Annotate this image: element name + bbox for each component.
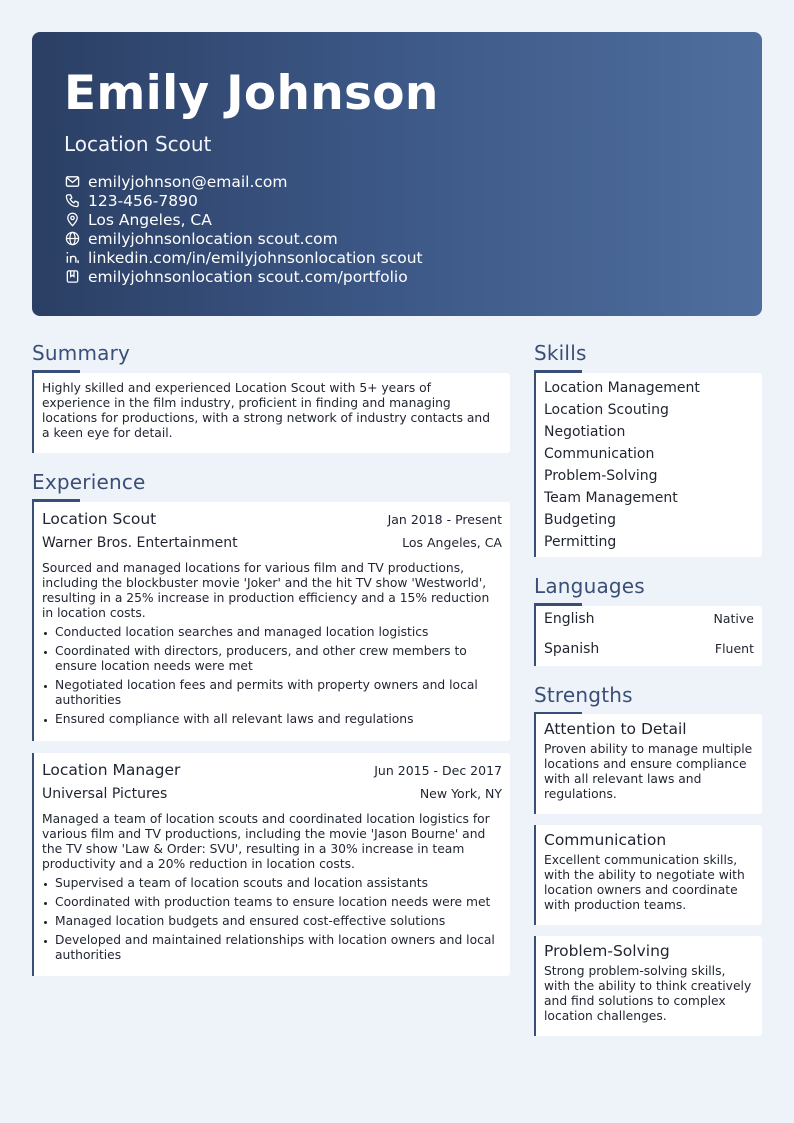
language-level: Native bbox=[713, 611, 754, 626]
contact-email-text: emilyjohnson@email.com bbox=[88, 172, 288, 191]
experience-entry bbox=[32, 753, 510, 976]
contact-linkedin[interactable] bbox=[64, 248, 730, 267]
job-company: Warner Bros. Entertainment bbox=[42, 535, 238, 551]
experience-entry bbox=[32, 502, 510, 741]
job-bullet: Conducted location searches and managed location logistics bbox=[42, 625, 502, 640]
skill-item: Team Management bbox=[544, 490, 678, 506]
experience-heading: Experience bbox=[32, 470, 146, 494]
portfolio-icon bbox=[64, 269, 80, 285]
skills-heading: Skills bbox=[534, 341, 587, 365]
summary-text: Highly skilled and experienced Location Scout with 5+ years of experience in the film industry, proficient in finding and managing locations for productions, with a strong network of industry contacts and a keen eye for detail. bbox=[42, 381, 491, 440]
strength-title: Attention to Detail bbox=[544, 720, 687, 738]
job-bullet-list bbox=[42, 625, 502, 727]
strength-text: Strong problem-solving skills, with the ability to think creatively and find solutions to complex location challenges. bbox=[544, 964, 752, 1023]
strength-card bbox=[534, 936, 762, 1036]
language-name: Spanish bbox=[544, 641, 600, 657]
job-bullet: Coordinated with production teams to ensure location needs were met bbox=[42, 895, 502, 910]
contact-phone-text: 123-456-7890 bbox=[88, 191, 198, 210]
email-icon bbox=[64, 174, 80, 190]
languages-card bbox=[534, 606, 762, 666]
contact-location-text: Los Angeles, CA bbox=[88, 210, 212, 229]
job-location: Los Angeles, CA bbox=[402, 535, 502, 550]
skills-card bbox=[534, 373, 762, 557]
skill-item: Negotiation bbox=[544, 424, 626, 440]
contact-website[interactable] bbox=[64, 229, 730, 248]
job-bullet: Managed location budgets and ensured cost-effective solutions bbox=[42, 914, 502, 929]
contact-location bbox=[64, 210, 730, 229]
job-bullet: Supervised a team of location scouts and location assistants bbox=[42, 876, 502, 891]
strength-title: Problem-Solving bbox=[544, 942, 670, 960]
job-bullet: Developed and maintained relationships with location owners and local authorities bbox=[42, 933, 502, 963]
contact-portfolio[interactable] bbox=[64, 267, 730, 286]
skill-item: Location Management bbox=[544, 380, 700, 396]
skill-item: Budgeting bbox=[544, 512, 617, 528]
strength-card bbox=[534, 825, 762, 925]
skill-item: Problem-Solving bbox=[544, 468, 658, 484]
languages-heading: Languages bbox=[534, 574, 645, 598]
summary-card bbox=[32, 373, 510, 453]
job-role: Location Manager bbox=[42, 761, 181, 779]
job-description: Sourced and managed locations for various film and TV productions, including the blockbuster movie 'Joker' and the hit TV show 'Westworld', resulting in a 25% increase in production efficiency and a 15% reduction in location costs. bbox=[42, 561, 490, 620]
job-dates: Jun 2015 - Dec 2017 bbox=[374, 763, 502, 778]
job-dates: Jan 2018 - Present bbox=[387, 512, 502, 527]
contact-list bbox=[64, 172, 730, 286]
strengths-heading: Strengths bbox=[534, 683, 633, 707]
contact-phone[interactable] bbox=[64, 191, 730, 210]
job-role: Location Scout bbox=[42, 510, 157, 528]
job-bullet: Coordinated with directors, producers, and other crew members to ensure location needs were met bbox=[42, 644, 502, 674]
resume-header bbox=[32, 32, 762, 316]
linkedin-icon bbox=[64, 250, 80, 266]
job-bullet: Ensured compliance with all relevant laws and regulations bbox=[42, 712, 502, 727]
skill-item: Communication bbox=[544, 446, 655, 462]
skill-item: Location Scouting bbox=[544, 402, 669, 418]
language-name: English bbox=[544, 611, 595, 627]
job-header-row bbox=[42, 510, 502, 529]
contact-linkedin-text: linkedin.com/in/emilyjohnsonlocation scout bbox=[88, 248, 423, 267]
job-location: New York, NY bbox=[419, 786, 502, 801]
job-title: Location Scout bbox=[64, 132, 212, 156]
job-description: Managed a team of location scouts and coordinated location logistics for various film and TV productions, including the movie 'Jason Bourne' and the TV show 'Law & Order: SVU', resulting in a 30% increase in team productivity and a 20% reduction in location costs. bbox=[42, 812, 490, 871]
strength-card bbox=[534, 714, 762, 814]
job-bullet-list bbox=[42, 876, 502, 963]
candidate-name: Emily Johnson bbox=[64, 66, 439, 121]
contact-email[interactable] bbox=[64, 172, 730, 191]
contact-portfolio-text: emilyjohnsonlocation scout.com/portfolio bbox=[88, 267, 408, 286]
phone-icon bbox=[64, 193, 80, 209]
location-pin-icon bbox=[64, 212, 80, 228]
job-header-row bbox=[42, 761, 502, 780]
language-level: Fluent bbox=[714, 641, 754, 656]
strength-title: Communication bbox=[544, 831, 667, 849]
job-company: Universal Pictures bbox=[42, 786, 168, 802]
job-company-row bbox=[42, 535, 502, 552]
language-row bbox=[544, 610, 754, 640]
strength-text: Excellent communication skills, with the ability to negotiate with location owners and coordinate with production teams. bbox=[544, 853, 745, 912]
language-row bbox=[544, 640, 754, 670]
globe-icon bbox=[64, 231, 80, 247]
contact-website-text: emilyjohnsonlocation scout.com bbox=[88, 229, 338, 248]
strength-text: Proven ability to manage multiple locations and ensure compliance with all relevant laws and regulations. bbox=[544, 742, 753, 801]
job-company-row bbox=[42, 786, 502, 803]
job-bullet: Negotiated location fees and permits with property owners and local authorities bbox=[42, 678, 502, 708]
summary-heading: Summary bbox=[32, 341, 131, 365]
skill-item: Permitting bbox=[544, 534, 617, 550]
